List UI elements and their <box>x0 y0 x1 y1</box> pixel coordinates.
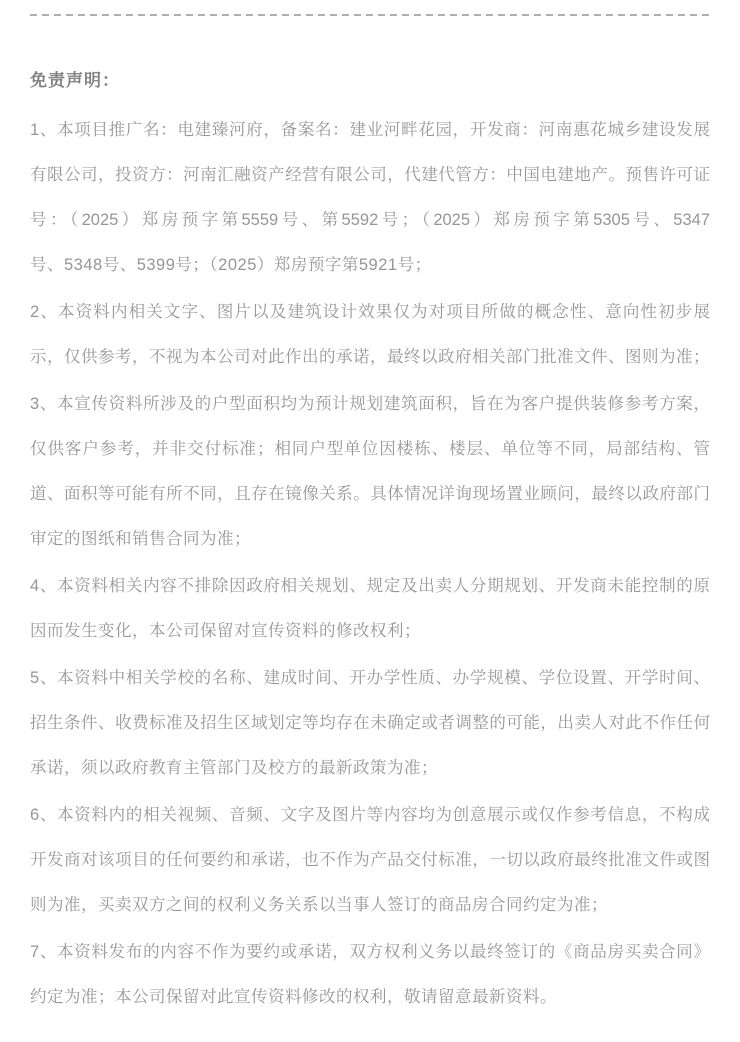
paragraph-line: 仅供客户参考，并非交付标准；相同户型单位因楼栋、楼层、单位等不同，局部结构、管 <box>30 440 710 458</box>
paragraph-line: 6、本资料内的相关视频、音频、文字及图片等内容均为创意展示或仅作参考信息，不构成 <box>30 806 710 824</box>
paragraph-line: 4、本资料相关内容不排除因政府相关规划、规定及出卖人分期规划、开发商未能控制的原 <box>30 577 710 595</box>
paragraph-line: 7、本资料发布的内容不作为要约或承诺，双方权利义务以最终签订的《商品房买卖合同》 <box>30 943 710 961</box>
disclaimer-heading: 免责声明： <box>30 71 120 90</box>
disclaimer-paragraph-2 <box>30 290 710 380</box>
disclaimer-paragraph-1 <box>30 108 710 288</box>
paragraph-line: 因而发生变化，本公司保留对宣传资料的修改权利； <box>30 622 421 640</box>
paragraph-line: 示，仅供参考，不视为本公司对此作出的承诺，最终以政府相关部门批准文件、图则为准； <box>30 348 710 366</box>
paragraph-line: 则为准，买卖双方之间的权利义务关系以当事人签订的商品房合同约定为准； <box>30 896 608 914</box>
disclaimer-paragraph-5 <box>30 656 710 791</box>
disclaimer-paragraph-6 <box>30 793 710 928</box>
paragraph-line: 5、本资料中相关学校的名称、建成时间、开办学性质、办学规模、学位设置、开学时间、 <box>30 669 710 687</box>
dashed-divider <box>30 14 710 16</box>
paragraph-line: 道、面积等可能有所不同，且存在镜像关系。具体情况详询现场置业顾问，最终以政府部门 <box>30 485 710 503</box>
paragraph-line: 2、本资料内相关文字、图片以及建筑设计效果仅为对项目所做的概念性、意向性初步展 <box>30 303 710 321</box>
paragraph-line: 号：（2025）郑房预字第5559号、第5592号；（2025）郑房预字第5305号、5347 <box>30 211 710 229</box>
paragraph-line: 审定的图纸和销售合同为准； <box>30 530 251 548</box>
disclaimer-page <box>0 14 740 1042</box>
paragraph-line: 承诺，须以政府教育主管部门及校方的最新政策为准； <box>30 759 438 777</box>
paragraph-line: 号、5348号、5399号；（2025）郑房预字第5921号； <box>30 256 432 274</box>
disclaimer-paragraph-7 <box>30 930 710 1020</box>
paragraph-line: 1、本项目推广名：电建臻河府，备案名：建业河畔花园，开发商：河南惠花城乡建设发展 <box>30 121 710 139</box>
disclaimer-paragraph-3 <box>30 382 710 562</box>
paragraph-line: 有限公司，投资方：河南汇融资产经营有限公司，代建代管方：中国电建地产。预售许可证 <box>30 166 710 184</box>
paragraph-line: 约定为准；本公司保留对此宣传资料修改的权利，敬请留意最新资料。 <box>30 988 557 1006</box>
paragraph-line: 开发商对该项目的任何要约和承诺，也不作为产品交付标准，一切以政府最终批准文件或图 <box>30 851 710 869</box>
paragraph-line: 3、本宣传资料所涉及的户型面积均为预计规划建筑面积，旨在为客户提供装修参考方案， <box>30 395 710 413</box>
paragraph-line: 招生条件、收费标准及招生区域划定等均存在未确定或者调整的可能，出卖人对此不作任何 <box>30 714 710 732</box>
disclaimer-paragraph-4 <box>30 564 710 654</box>
disclaimer-content <box>30 108 710 1020</box>
